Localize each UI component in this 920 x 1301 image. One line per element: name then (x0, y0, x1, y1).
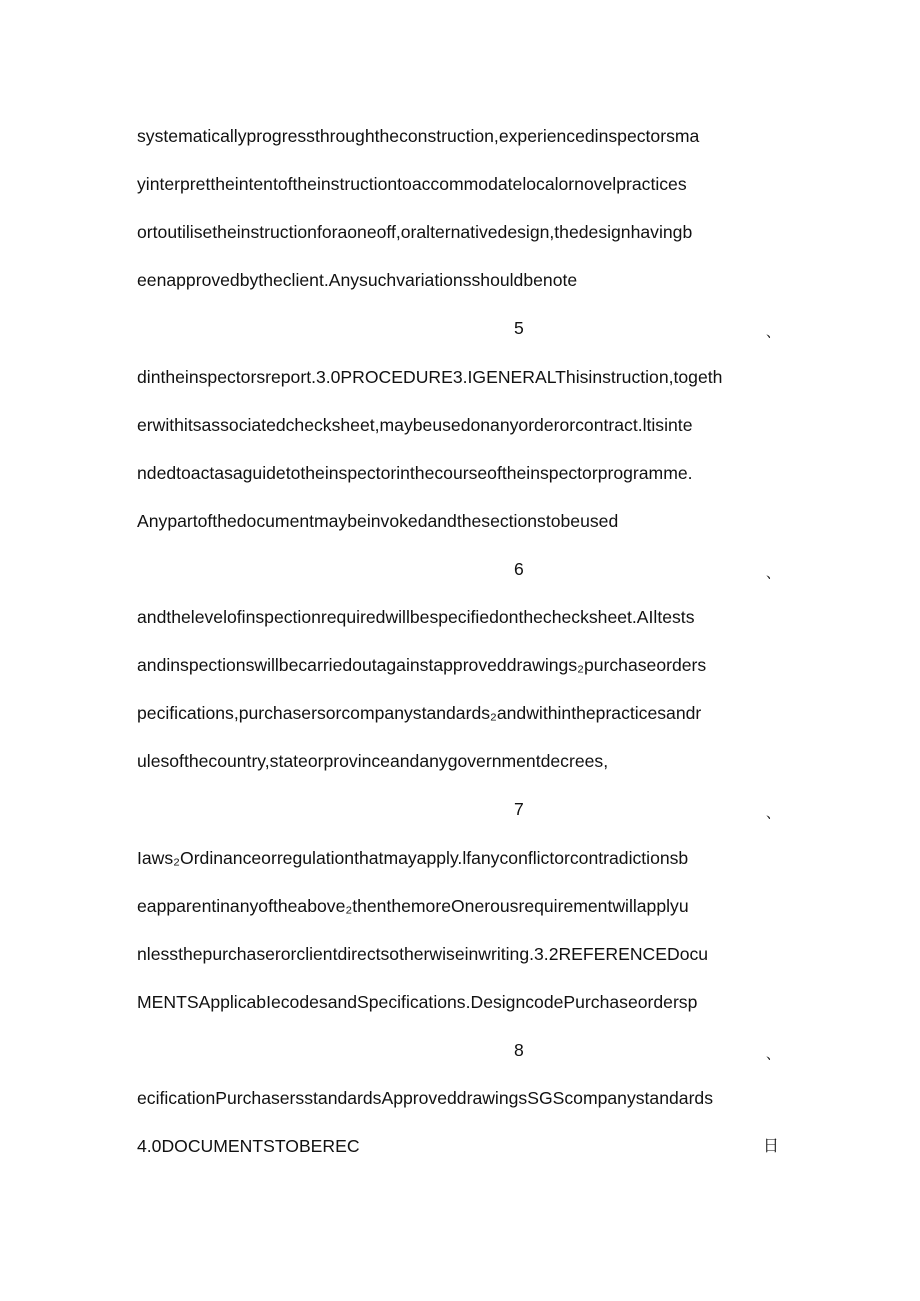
text-line-17: ecificationPurchasersstandardsApproveddrawingsSGScompanystandards (137, 1088, 714, 1108)
text-line-5: dintheinspectorsreport.3.0PROCEDURE3.IGENERALThisinstruction,togeth (137, 367, 723, 387)
text-line-2: yinterprettheintentoftheinstructiontoaccommodatelocalornovelpractices (137, 174, 687, 194)
text-line-12: ulesofthecountry,stateorprovinceandanygovernmentdecrees, (137, 751, 609, 771)
page-break-mark: 、 (766, 565, 780, 581)
page-break-mark: 、 (766, 1046, 780, 1062)
text-line-11: pecifications,purchasersorcompanystandards₂andwithinthepracticesandr (137, 703, 702, 723)
page-break-mark: 、 (766, 805, 780, 821)
text-line-4: eenapprovedbytheclient.Anysuchvariationsshouldbenote (137, 270, 578, 290)
text-line-9: andthelevelofinspectionrequiredwillbespecifiedonthechecksheet.AIltests (137, 607, 695, 627)
text-line-7: ndedtoactasaguidetotheinspectorinthecourseoftheinspectorprogramme. (137, 463, 693, 483)
text-line-18: 4.0DOCUMENTSTOBEREC (137, 1136, 360, 1156)
page-number-6: 6 (514, 559, 524, 579)
text-line-16: MENTSApplicabIecodesandSpecifications.DesigncodePurchaseordersp (137, 992, 698, 1012)
page-number-7: 7 (514, 799, 524, 819)
text-line-8: Anypartofthedocumentmaybeinvokedandthesectionstobeused (137, 511, 619, 531)
text-line-3: ortoutilisetheinstructionforaoneoff,oralternativedesign,thedesignhavingb (137, 222, 693, 242)
end-mark: 日 (763, 1138, 780, 1155)
page-number-8: 8 (514, 1040, 524, 1060)
page-break-mark: 、 (766, 324, 780, 340)
text-line-6: erwithitsassociatedchecksheet,maybeusedonanyorderorcontract.ltisinte (137, 415, 693, 435)
text-line-15: nlessthepurchaserorclientdirectsotherwiseinwriting.3.2REFERENCEDocu (137, 944, 709, 964)
text-line-1: systematicallyprogressthroughtheconstruction,experiencedinspectorsma (137, 126, 700, 146)
text-line-10: andinspectionswillbecarriedoutagainstapproveddrawings₂purchaseorders (137, 655, 707, 675)
page-number-5: 5 (514, 318, 524, 338)
text-line-13: Iaws₂Ordinanceorregulationthatmayapply.lfanyconflictorcontradictionsb (137, 848, 689, 868)
text-line-14: eapparentinanyoftheabove₂thenthemoreOnerousrequirementwillapplyu (137, 896, 689, 916)
